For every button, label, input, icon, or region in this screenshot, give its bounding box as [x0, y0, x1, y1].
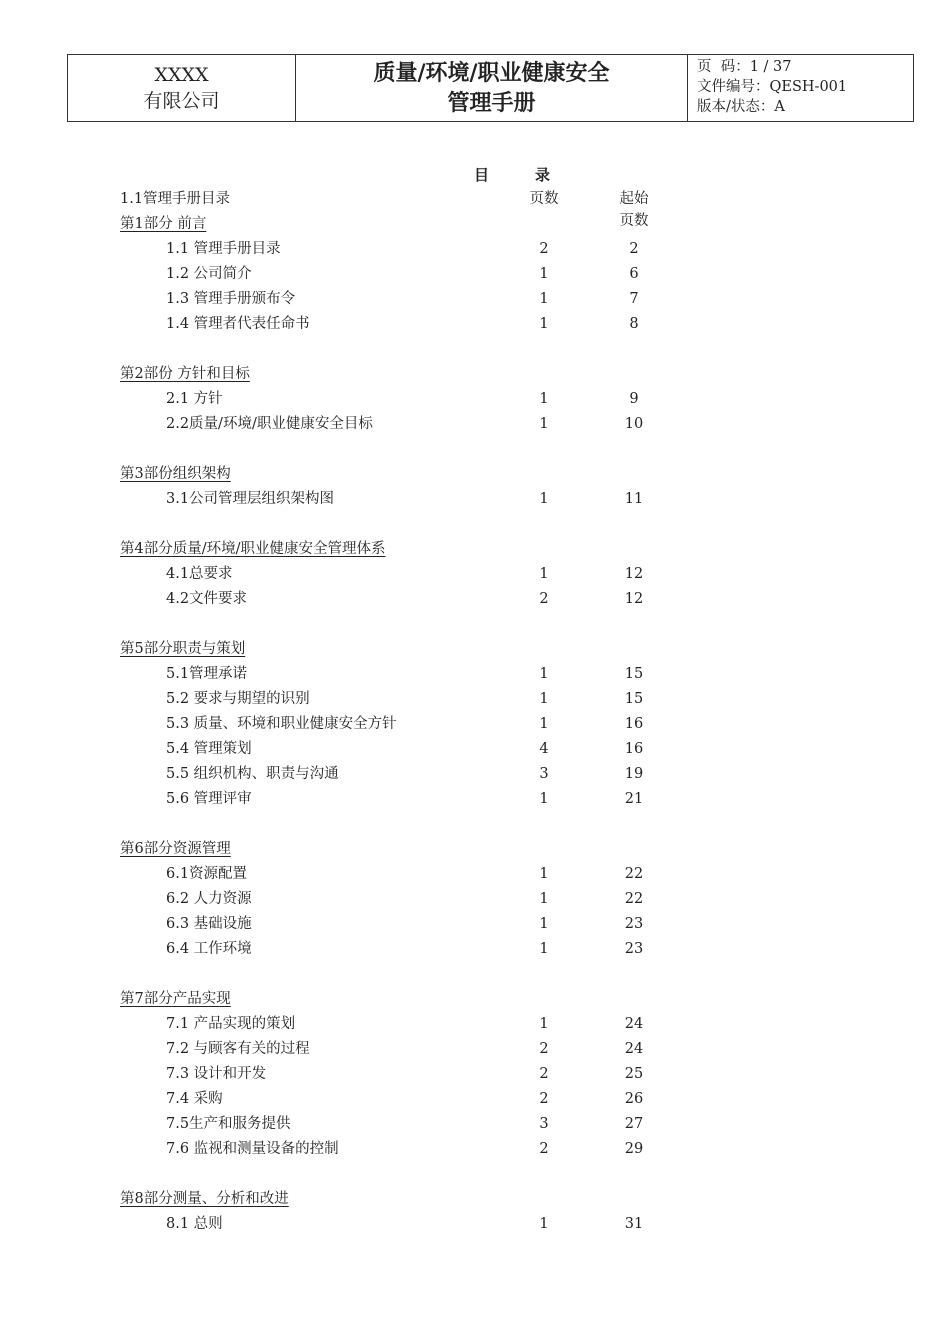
entry-start-page: 31 — [624, 1216, 644, 1232]
toc-section-heading — [0, 363, 950, 385]
entry-label: 7.3 设计和开发 — [166, 1066, 267, 1082]
section-title: 第8部分测量、分析和改进 — [120, 1191, 289, 1207]
entry-page-count: 1 — [539, 916, 549, 932]
entry-label: 2.2质量/环境/职业健康安全目标 — [166, 416, 373, 432]
toc-entry — [0, 388, 950, 410]
entry-label: 5.2 要求与期望的识别 — [166, 691, 310, 707]
entry-start-page: 22 — [624, 866, 644, 882]
toc-section-heading — [0, 538, 950, 560]
company-name-line1: XXXX — [154, 64, 209, 86]
doc-number-row — [697, 77, 913, 97]
entry-page-count: 3 — [539, 766, 549, 782]
entry-label: 1.2 公司简介 — [166, 266, 252, 282]
toc-entry — [0, 288, 950, 310]
entry-page-count: 4 — [539, 741, 549, 757]
toc-entry — [0, 1038, 950, 1060]
section-title: 第2部份 方针和目标 — [120, 366, 250, 382]
entry-start-page: 9 — [629, 391, 639, 407]
entry-page-count: 3 — [539, 1116, 549, 1132]
toc-entry — [0, 263, 950, 285]
toc-entry — [0, 588, 950, 610]
entry-start-page: 8 — [629, 316, 639, 332]
entry-page-count: 1 — [539, 691, 549, 707]
toc-head-label: 1.1管理手册目录 — [120, 191, 231, 207]
entry-start-page: 29 — [624, 1141, 644, 1157]
entry-label: 5.4 管理策划 — [166, 741, 252, 757]
entry-page-count: 1 — [539, 666, 549, 682]
toc-entry — [0, 938, 950, 960]
entry-label: 4.2文件要求 — [166, 591, 248, 607]
entry-label: 1.1 管理手册目录 — [166, 241, 281, 257]
toc-title-char1: 目 — [474, 166, 490, 184]
entry-label: 4.1总要求 — [166, 566, 233, 582]
entry-label: 6.1资源配置 — [166, 866, 248, 882]
entry-label: 7.5生产和服务提供 — [166, 1116, 291, 1132]
entry-page-count: 1 — [539, 791, 549, 807]
entry-start-page: 24 — [624, 1041, 644, 1057]
manual-title-line1: 质量/环境/职业健康安全 — [373, 60, 610, 86]
entry-start-page: 16 — [624, 716, 644, 732]
toc-entry — [0, 663, 950, 685]
entry-page-count: 1 — [539, 291, 549, 307]
entry-label: 7.1 产品实现的策划 — [166, 1016, 296, 1032]
section-title: 第5部分职责与策划 — [120, 641, 246, 657]
doc-number-value: QESH-001 — [769, 79, 848, 95]
entry-start-page: 10 — [624, 416, 644, 432]
entry-label: 5.6 管理评审 — [166, 791, 252, 807]
entry-page-count: 2 — [539, 1091, 549, 1107]
entry-page-count: 1 — [539, 891, 549, 907]
entry-label: 2.1 方针 — [166, 391, 223, 407]
toc-entry — [0, 1013, 950, 1035]
entry-page-count: 1 — [539, 1016, 549, 1032]
entry-start-page: 6 — [629, 266, 639, 282]
doc-number-label: 文件编号： — [697, 79, 770, 95]
page-number-label: 页 码： — [697, 59, 750, 75]
toc-entry — [0, 688, 950, 710]
toc-entry — [0, 563, 950, 585]
entry-label: 6.2 人力资源 — [166, 891, 252, 907]
entry-start-page: 22 — [624, 891, 644, 907]
page-number-value: 1 / 37 — [749, 59, 792, 75]
entry-start-page: 24 — [624, 1016, 644, 1032]
entry-start-page: 23 — [624, 916, 644, 932]
toc-entry — [0, 713, 950, 735]
entry-label: 1.4 管理者代表任命书 — [166, 316, 310, 332]
toc-entry — [0, 488, 950, 510]
entry-label: 3.1公司管理层组织架构图 — [166, 491, 335, 507]
title-cell — [296, 55, 688, 121]
toc-entry — [0, 1088, 950, 1110]
entry-page-count: 2 — [539, 1066, 549, 1082]
toc-entry — [0, 913, 950, 935]
entry-page-count: 1 — [539, 491, 549, 507]
entry-page-count: 1 — [539, 866, 549, 882]
toc-head-start: 起始页数 — [619, 191, 649, 229]
entry-label: 7.4 采购 — [166, 1091, 223, 1107]
entry-start-page: 21 — [624, 791, 644, 807]
entry-page-count: 1 — [539, 316, 549, 332]
entry-start-page: 12 — [624, 591, 644, 607]
version-label: 版本/状态： — [697, 99, 775, 115]
entry-start-page: 2 — [629, 241, 639, 257]
entry-page-count: 2 — [539, 241, 549, 257]
entry-label: 7.2 与顾客有关的过程 — [166, 1041, 310, 1057]
section-title: 第3部份组织架构 — [120, 466, 231, 482]
company-name-line2: 有限公司 — [143, 90, 220, 112]
toc-entry — [0, 313, 950, 335]
entry-page-count: 2 — [539, 1041, 549, 1057]
entry-label: 5.1管理承诺 — [166, 666, 248, 682]
toc-entry — [0, 413, 950, 435]
toc-section-heading — [0, 838, 950, 860]
entry-page-count: 1 — [539, 1216, 549, 1232]
toc-section-heading — [0, 638, 950, 660]
entry-start-page: 23 — [624, 941, 644, 957]
toc-entry — [0, 763, 950, 785]
entry-page-count: 2 — [539, 1141, 549, 1157]
toc-head-pages: 页数 — [529, 191, 559, 207]
toc-entry — [0, 1213, 950, 1235]
toc-entry — [0, 238, 950, 260]
document-header — [67, 54, 914, 122]
section-title: 第1部分 前言 — [120, 216, 207, 232]
toc-section-heading — [0, 988, 950, 1010]
toc-title-char2: 录 — [535, 166, 551, 184]
entry-page-count: 1 — [539, 266, 549, 282]
entry-label: 1.3 管理手册颁布令 — [166, 291, 296, 307]
entry-start-page: 25 — [624, 1066, 644, 1082]
toc-entry — [0, 788, 950, 810]
toc-entry — [0, 863, 950, 885]
toc-section-heading — [0, 463, 950, 485]
entry-label: 6.4 工作环境 — [166, 941, 252, 957]
entry-label: 5.5 组织机构、职责与沟通 — [166, 766, 339, 782]
entry-start-page: 27 — [624, 1116, 644, 1132]
doc-info-cell — [688, 55, 913, 121]
entry-page-count: 1 — [539, 416, 549, 432]
entry-start-page: 15 — [624, 691, 644, 707]
entry-start-page: 7 — [629, 291, 639, 307]
entry-start-page: 11 — [624, 491, 644, 507]
entry-page-count: 2 — [539, 591, 549, 607]
entry-label: 7.6 监视和测量设备的控制 — [166, 1141, 339, 1157]
toc-entry — [0, 1113, 950, 1135]
entry-start-page: 15 — [624, 666, 644, 682]
entry-page-count: 1 — [539, 391, 549, 407]
entry-label: 8.1 总则 — [166, 1216, 223, 1232]
entry-start-page: 19 — [624, 766, 644, 782]
manual-title-line2: 管理手册 — [447, 90, 536, 116]
toc-section-heading — [0, 213, 950, 235]
toc-entry — [0, 1063, 950, 1085]
toc-entry — [0, 738, 950, 760]
version-row — [697, 97, 913, 117]
entry-page-count: 1 — [539, 716, 549, 732]
section-title: 第4部分质量/环境/职业健康安全管理体系 — [120, 541, 386, 557]
entry-label: 5.3 质量、环境和职业健康安全方针 — [166, 716, 397, 732]
entry-label: 6.3 基础设施 — [166, 916, 252, 932]
section-title: 第6部分资源管理 — [120, 841, 231, 857]
entry-page-count: 1 — [539, 566, 549, 582]
toc-entry — [0, 1138, 950, 1160]
entry-start-page: 16 — [624, 741, 644, 757]
entry-page-count: 1 — [539, 941, 549, 957]
section-title: 第7部分产品实现 — [120, 991, 231, 1007]
company-cell — [68, 55, 296, 121]
version-value: A — [774, 99, 785, 115]
toc-section-heading — [0, 1188, 950, 1210]
entry-start-page: 26 — [624, 1091, 644, 1107]
toc-entry — [0, 888, 950, 910]
entry-start-page: 12 — [624, 566, 644, 582]
page-number-row — [697, 57, 913, 77]
